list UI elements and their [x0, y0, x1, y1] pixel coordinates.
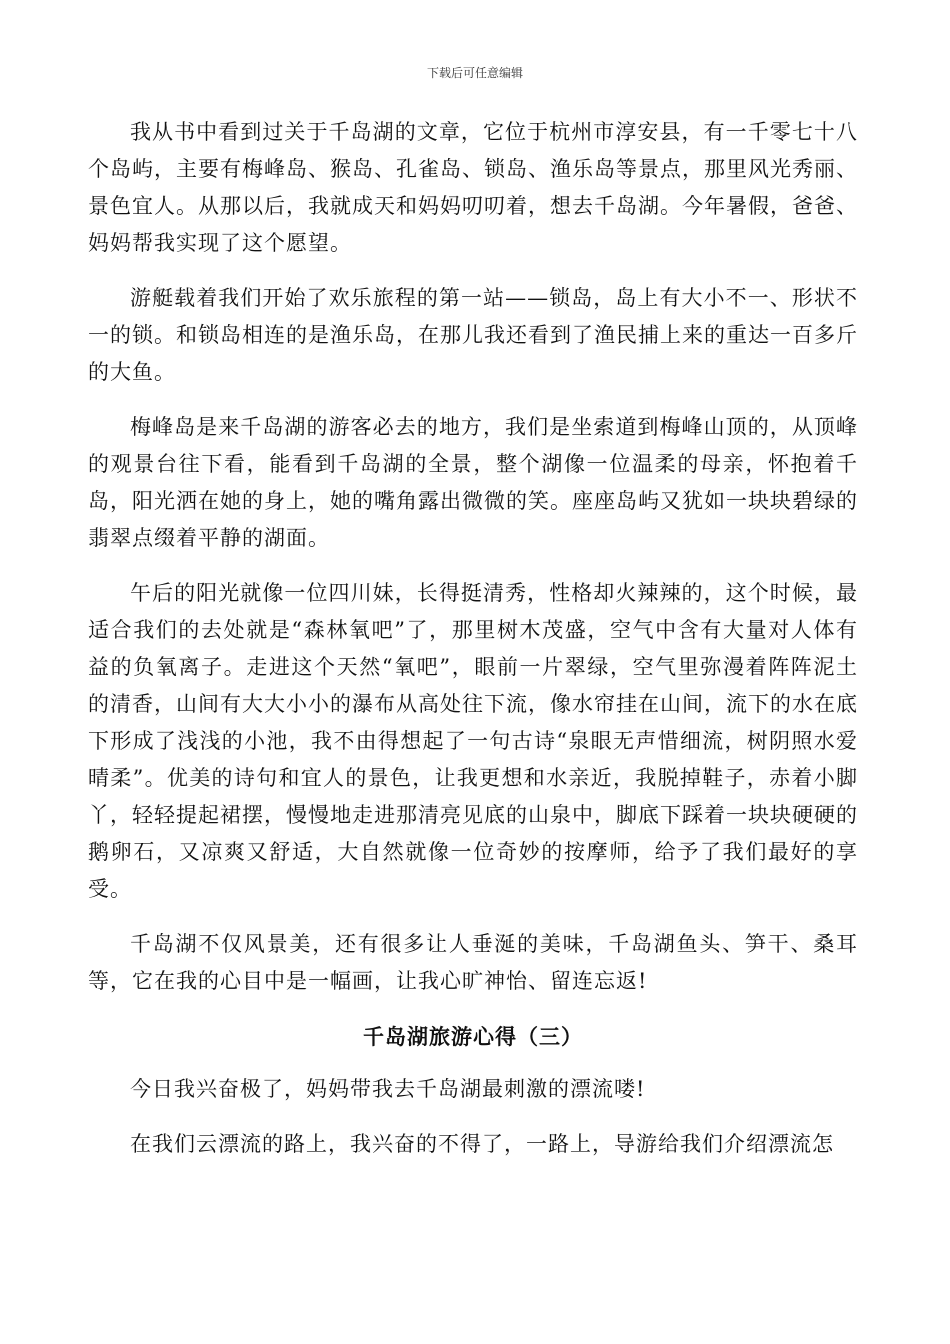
paragraph-rafting-road: 在我们云漂流的路上，我兴奋的不得了，一路上，导游给我们介绍漂流怎 — [130, 1132, 834, 1156]
document-body — [88, 114, 858, 1163]
paragraph-meifeng-island: 梅峰岛是来千岛湖的游客必去的地方，我们是坐索道到梅峰山顶的，从顶峰的观景台往下看，能看到千岛湖的全景，整个湖像一位温柔的母亲，怀抱着千岛，阳光洒在她的身上，她的嘴角露出微微的笑。座座岛屿又犹如一块块碧绿的翡翠点缀着平静的湖面。 — [88, 415, 858, 550]
section-title: 千岛湖旅游心得（三） — [363, 1024, 583, 1049]
paragraph-lock-island: 游艇载着我们开始了欢乐旅程的第一站——锁岛，岛上有大小不一、形状不一的锁。和锁岛相连的是渔乐岛，在那儿我还看到了渔民捕上来的重达一百多斤的大鱼。 — [88, 286, 858, 384]
paragraph-food: 千岛湖不仅风景美，还有很多让人垂涎的美味，千岛湖鱼头、笋干、桑耳等，它在我的心目中是一幅画，让我心旷神怡、留连忘返! — [88, 932, 858, 993]
paragraph-intro: 我从书中看到过关于千岛湖的文章，它位于杭州市淳安县，有一千零七十八个岛屿，主要有梅峰岛、猴岛、孔雀岛、锁岛、渔乐岛等景点，那里风光秀丽、景色宜人。从那以后，我就成天和妈妈叨叨着，想去千岛湖。今年暑假，爸爸、妈妈帮我实现了这个愿望。 — [88, 120, 858, 255]
page-header: 下载后可任意编辑 — [426, 66, 523, 80]
paragraph-rafting-intro: 今日我兴奋极了，妈妈带我去千岛湖最刺激的漂流喽! — [130, 1077, 646, 1101]
paragraph-forest-oxygen-bar: 午后的阳光就像一位四川妹，长得挺清秀，性格却火辣辣的，这个时候，最适合我们的去处就是“森林氧吧”了，那里树木茂盛，空气中含有大量对人体有益的负氧离子。走进这个天然“氧吧”，眼前一片翠绿，空气里弥漫着阵阵泥土的清香，山间有大大小小的瀑布从高处往下流，像水帘挂在山间，流下的水在底下形成了浅浅的小池，我不由得想起了一句古诗“泉眼无声惜细流，树阴照水爱晴柔”。优美的诗句和宜人的景色，让我更想和水亲近，我脱掉鞋子，赤着小脚丫，轻轻提起裙摆，慢慢地走进那清亮见底的山泉中，脚底下踩着一块块硬硬的鹅卵石，又凉爽又舒适，大自然就像一位奇妙的按摩师，给予了我们最好的享受。 — [88, 581, 858, 901]
